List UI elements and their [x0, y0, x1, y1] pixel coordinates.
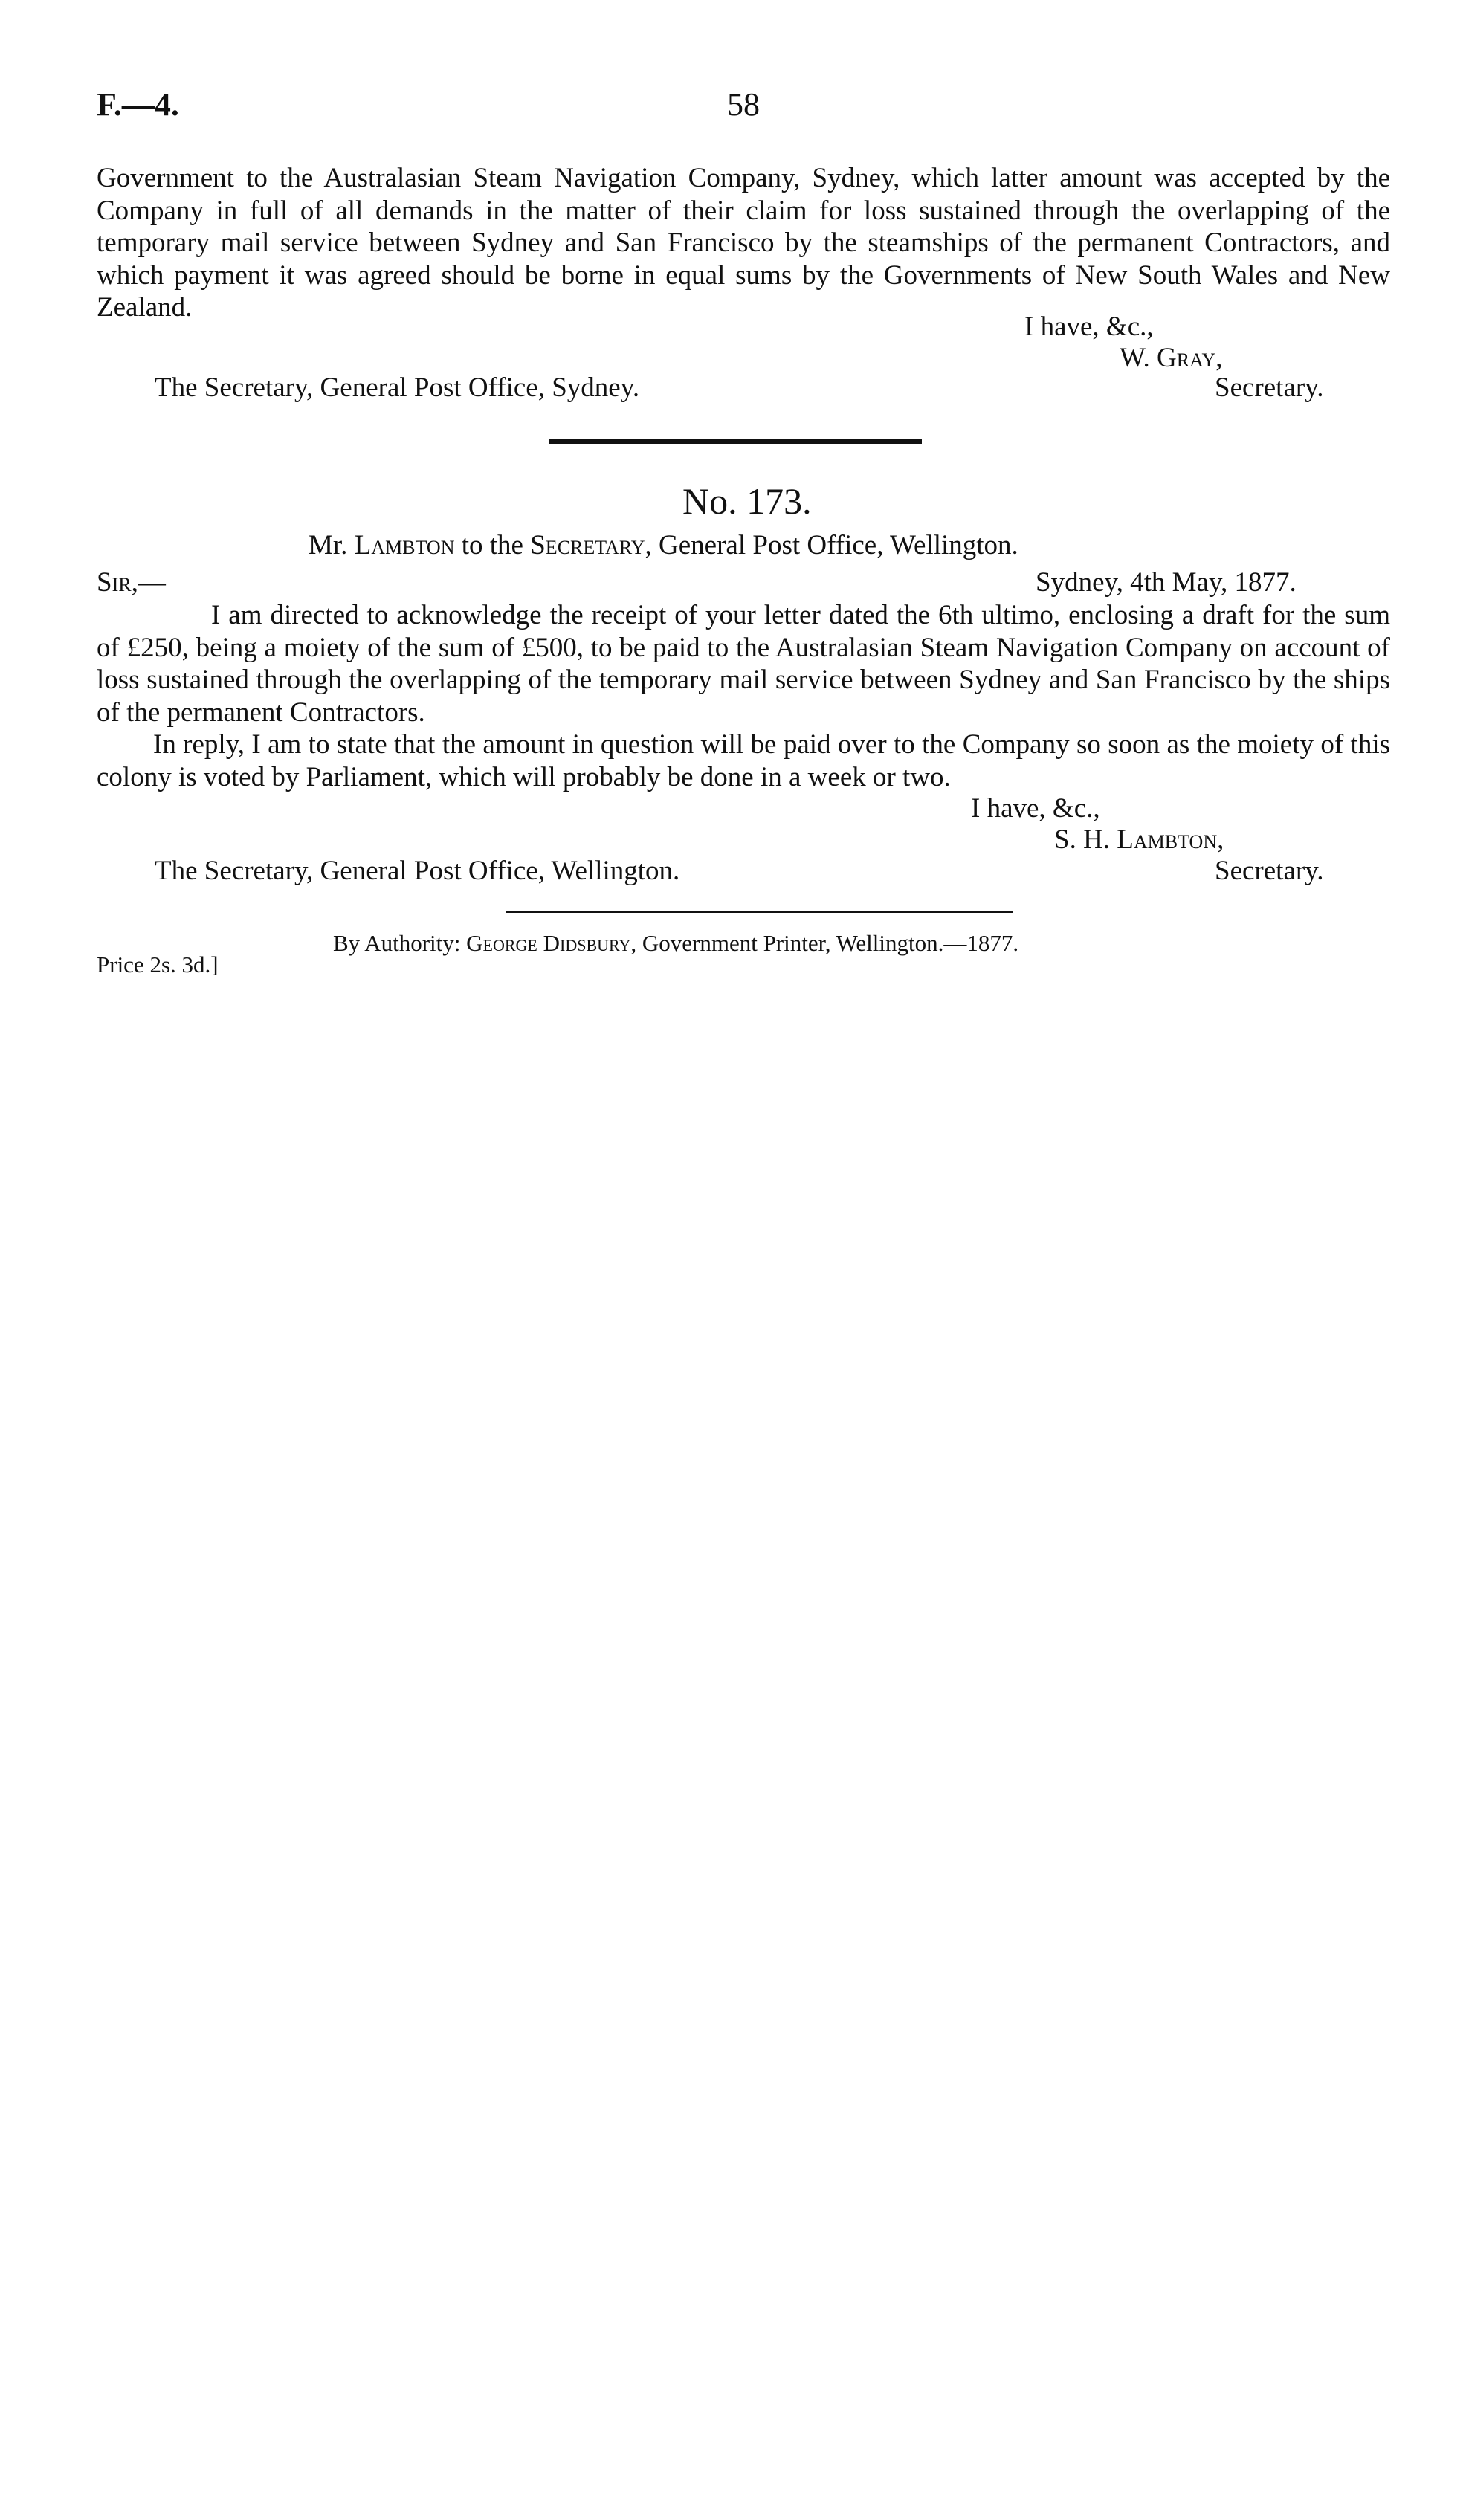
- imprint-details: Government Printer, Wellington.—1877.: [642, 930, 1019, 956]
- section-divider: [549, 439, 922, 444]
- letter-closing: I have, &c.,: [971, 793, 1100, 824]
- heading-recipient: Secretary,: [530, 530, 652, 560]
- page-number: 58: [727, 86, 760, 123]
- heading-sender: Lambton: [354, 530, 455, 560]
- heading-suffix: General Post Office, Wellington.: [659, 530, 1018, 560]
- heading-mid: to the: [461, 530, 523, 560]
- letter-addressee: The Secretary, General Post Office, Wellington.: [155, 856, 680, 886]
- letter-heading: [309, 529, 1018, 561]
- price-note: Price 2s. 3d.]: [97, 952, 219, 978]
- document-reference: F.—4.: [97, 86, 179, 123]
- letter-signatory: S. H. Lambton,: [1054, 824, 1224, 855]
- previous-letter-closing: I have, &c.,: [1024, 311, 1154, 342]
- footer-rule: [506, 911, 1013, 913]
- printer-imprint: [333, 930, 1018, 957]
- letter-paragraph-2: In reply, I am to state that the amount in question will be paid over to the Company so soon as the moiety of this colony is voted by Parliament, which will probably be done in a week or two.: [97, 729, 1390, 792]
- previous-letter-title: Secretary.: [1215, 372, 1324, 403]
- letter-paragraph-1: I am directed to acknowledge the receipt of your letter dated the 6th ultimo, enclosing a draft for the sum of £250, being a moiety of the sum of £500, to be paid to the Australasian Steam Navigation Company on account of loss sustained through the overlapping of the temporary mail service between Sydney and San Francisco by the ships of the permanent Contractors.: [97, 600, 1390, 728]
- letter-date: Sydney, 4th May, 1877.: [1036, 567, 1297, 598]
- heading-prefix: Mr.: [309, 530, 348, 560]
- letter-title: Secretary.: [1215, 856, 1324, 886]
- imprint-prefix: By Authority:: [333, 930, 461, 956]
- imprint-printer-name: George Didsbury,: [466, 930, 637, 956]
- salutation: Sir,—: [97, 567, 166, 598]
- letter-number: No. 173.: [682, 480, 812, 522]
- previous-letter-body: Government to the Australasian Steam Navigation Company, Sydney, which latter amount was accepted by the Company in full of all demands in the matter of their claim for loss sustained through the overlapping of the temporary mail service between Sydney and San Francisco by the steamships of the permanent Contractors, and which payment it was agreed should be borne in equal sums by the Governments of New South Wales and New Zealand.: [97, 163, 1390, 323]
- previous-letter-signatory: W. Gray,: [1120, 343, 1223, 373]
- previous-letter-addressee: The Secretary, General Post Office, Sydney.: [155, 372, 640, 403]
